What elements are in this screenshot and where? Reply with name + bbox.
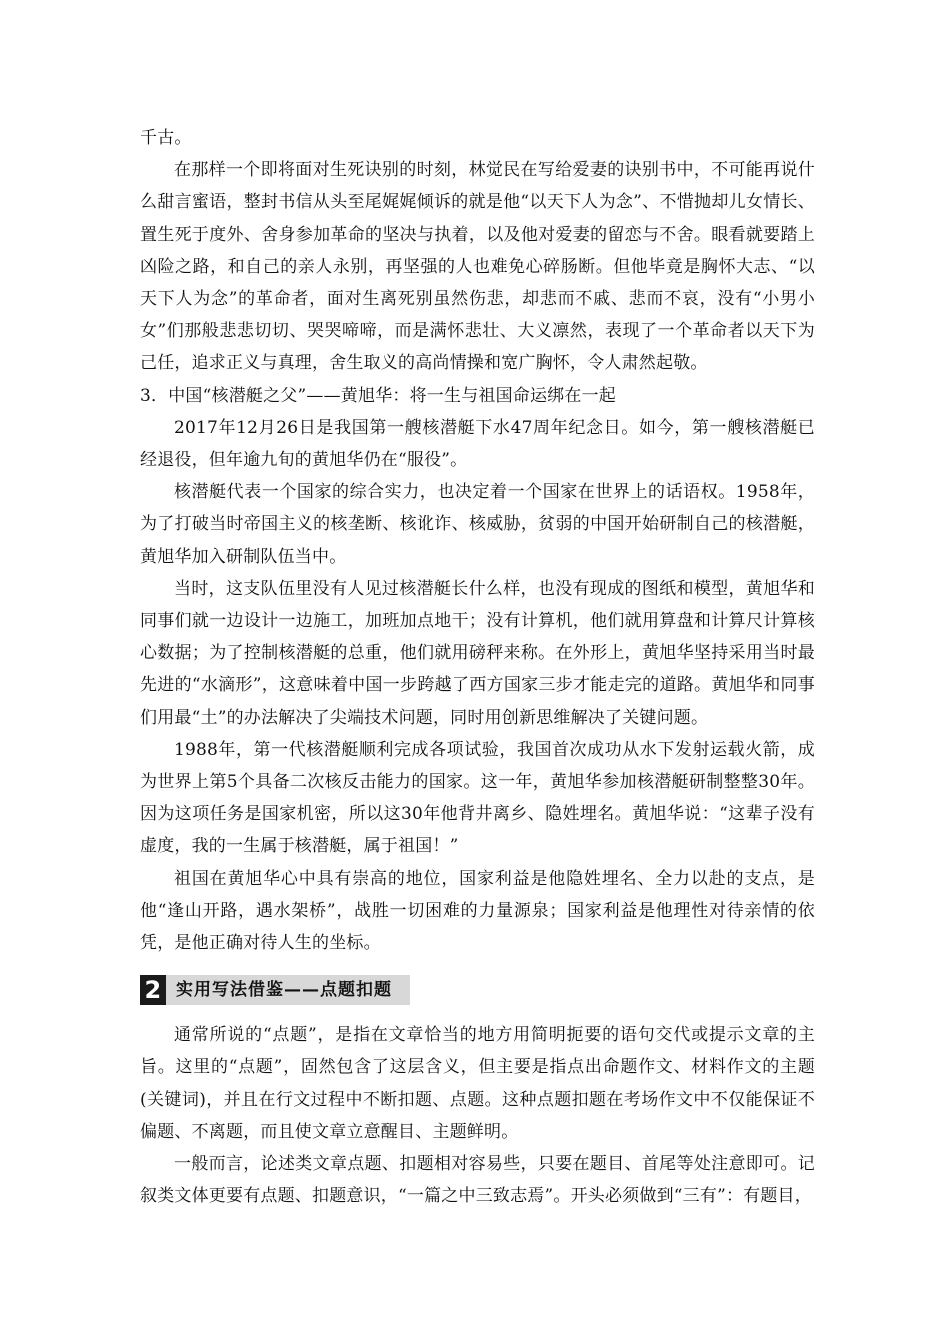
paragraph-national-interest: 祖国在黄旭华心中具有崇高的地位，国家利益是他隐姓埋名、全力以赴的支点，是他“逢山开路，遇水架桥”，战胜一切困难的力量源泉；国家利益是他理性对待亲情的依凭，是他正确对待人生的坐标。	[140, 868, 815, 954]
section-header-bar	[140, 975, 410, 1005]
document-page	[140, 122, 815, 1213]
paragraph-general: 一般而言，论述类文章点题、扣题相对容易些，只要在题目、首尾等处注意即可。记叙类文体更要有点题、扣题意识，“一篇之中三致志焉”。开头必须做到“三有”：有题目，	[140, 1154, 815, 1207]
heading-section-3: 3．中国“核潜艇之父”——黄旭华：将一生与祖国命运绑在一起	[140, 385, 616, 406]
section-title: 实用写法借鉴——点题扣题	[176, 980, 392, 1001]
paragraph-definition: 通常所说的“点题”，是指在文章恰当的地方用简明扼要的语句交代或提示文章的主旨。这里的“点题”，固然包含了这层含义，但主要是指点出命题作文、材料作文的主题(关键词)，并且在行文过程中不断扣题、点题。这种点题扣题在考场作文中不仅能保证不偏题、不离题，而且使文章立意醒目、主题鲜明。	[140, 1025, 815, 1142]
section-number-badge: 2	[140, 975, 166, 1005]
paragraph-lin-juemin: 在那样一个即将面对生死诀别的时刻，林觉民在写给爱妻的诀别书中，不可能再说什么甜言蜜语，整封书信从头至尾娓娓倾诉的就是他“以天下人为念”、不惜抛却儿女情长、置生死于度外、舍身参加革命的坚决与执着，以及他对爱妻的留恋与不舍。眼看就要踏上凶险之路，和自己的亲人永别，再坚强的人也难免心碎肠断。但他毕竟是胸怀大志、“以天下人为念”的革命者，面对生离死别虽然伤悲，却悲而不戚、悲而不哀，没有“小男小女”们那般悲悲切切、哭哭啼啼，而是满怀悲壮、大义凛然，表现了一个革命者以天下为己任，追求正义与真理，舍生取义的高尚情操和宽广胸怀，令人肃然起敬。	[140, 160, 815, 374]
paragraph-national-strength: 核潜艇代表一个国家的综合实力，也决定着一个国家在世界上的话语权。1958年，为了打破当时帝国主义的核垄断、核讹诈、核威胁，贫弱的中国开始研制自己的核潜艇，黄旭华加入研制队伍当中。	[140, 482, 815, 567]
paragraph-design-process: 当时，这支队伍里没有人见过核潜艇长什么样，也没有现成的图纸和模型，黄旭华和同事们就一边设计一边施工，加班加点地干；没有计算机，他们就用算盘和计算尺计算核心数据；为了控制核潜艇的总重，他们就用磅秤来称。在外形上，黄旭华坚持采用当时最先进的“水滴形”，这意味着中国一步跨越了西方国家三步才能走完的道路。黄旭华和同事们用最“土”的办法解决了尖端技术问题，同时用创新思维解决了关键问题。	[140, 578, 815, 728]
paragraph-continuation: 千古。	[140, 128, 192, 148]
paragraph-1988: 1988年，第一代核潜艇顺利完成各项试验，我国首次成功从水下发射运载火箭，成为世界上第5个具备二次核反击能力的国家。这一年，黄旭华参加核潜艇研制整整30年。因为这项任务是国家机密，所以这30年他背井离乡、隐姓埋名。黄旭华说：“这辈子没有虚度，我的一生属于核潜艇，属于祖国！”	[140, 739, 815, 857]
paragraph-anniversary: 2017年12月26日是我国第一艘核潜艇下水47周年纪念日。如今，第一艘核潜艇已经退役，但年逾九旬的黄旭华仍在“服役”。	[140, 417, 815, 471]
